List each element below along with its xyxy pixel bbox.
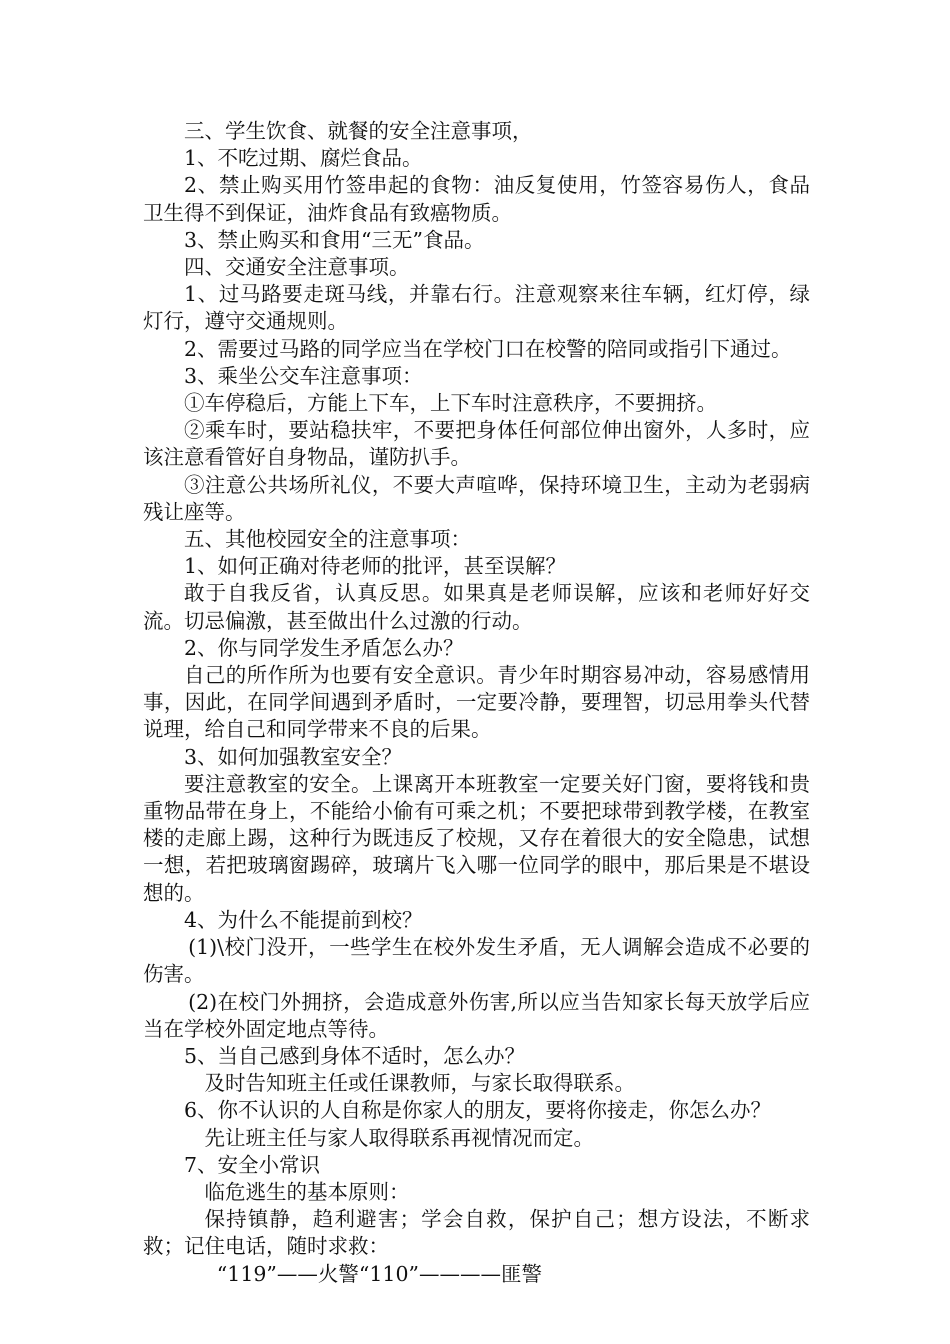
answer: 要注意教室的安全。上课离开本班教室一定要关好门窗，要将钱和贵重物品带在身上，不能给小偷有可乘之机；不要把球带到教学楼，在教室楼的走廊上踢，这种行为既违反了校规，又存在着很大的安全隐患，试想一想，若把玻璃窗踢碎，玻璃片飞入哪一位同学的眼中，那后果是不堪设想的。 (143, 771, 810, 905)
question: 5、当自己感到身体不适时，怎么办？ (184, 1043, 526, 1068)
answer: 先让班主任与家人取得联系再视情况而定。 (204, 1125, 594, 1150)
answer: (2)在校门外拥挤，会造成意外伤害,所以应当告知家长每天放学后应当在学校外固定地点等待。 (143, 989, 810, 1041)
question: 6、你不认识的人自称是你家人的朋友，要将你接走，你怎么办？ (184, 1098, 772, 1123)
question: 3、如何加强教室安全？ (184, 744, 403, 769)
paragraph: 1、过马路要走斑马线，并靠右行。注意观察来往车辆，红灯停，绿灯行，遵守交通规则。 (143, 282, 810, 334)
question: 1、如何正确对待老师的批评，甚至误解？ (184, 554, 567, 579)
paragraph: ③注意公共场所礼仪，不要大声喧哗，保持环境卫生，主动为老弱病残让座等。 (143, 472, 810, 524)
section-heading-campus: 五、其他校园安全的注意事项： (184, 527, 471, 552)
paragraph: 3、禁止购买和食用“三无”食品。 (184, 227, 485, 252)
answer: 敢于自我反省，认真反思。如果真是老师误解，应该和老师好好交流。切忌偏激，甚至做出什么过激的行动。 (143, 581, 810, 633)
answer: 自己的所作所为也要有安全意识。青少年时期容易冲动，容易感情用事，因此，在同学间遇到矛盾时，一定要冷静，要理智，切忌用拳头代替说理，给自己和同学带来不良的后果。 (143, 663, 810, 742)
paragraph: 2、禁止购买用竹签串起的食物：油反复使用，竹签容易伤人，食品卫生得不到保证，油炸食品有致癌物质。 (143, 173, 810, 225)
paragraph: 临危逃生的基本原则： (204, 1179, 410, 1204)
section-heading-diet: 三、学生饮食、就餐的安全注意事项， (184, 119, 533, 143)
section-heading-traffic: 四、交通安全注意事项。 (184, 255, 410, 280)
paragraph: 1、不吃过期、腐烂食品。 (184, 146, 423, 171)
emergency-numbers: “119”——火警“110”————匪警 (216, 1261, 542, 1286)
answer: 及时告知班主任或任课教师，与家长取得联系。 (204, 1071, 635, 1096)
paragraph: ①车停稳后，方能上下车，上下车时注意秩序，不要拥挤。 (184, 391, 717, 416)
question: 7、安全小常识 (184, 1152, 321, 1177)
paragraph: 3、乘坐公交车注意事项： (184, 363, 423, 388)
paragraph: 2、需要过马路的同学应当在学校门口在校警的陪同或指引下通过。 (184, 336, 792, 361)
answer: (1)\校门没开，一些学生在校外发生矛盾，无人调解会造成不必要的伤害。 (143, 935, 810, 987)
paragraph: ②乘车时，要站稳扶牢，不要把身体任何部位伸出窗外，人多时，应该注意看管好自身物品，谨防扒手。 (143, 418, 810, 470)
question: 2、你与同学发生矛盾怎么办？ (184, 635, 464, 660)
paragraph: 保持镇静，趋利避害；学会自救，保护自己；想方设法，不断求救；记住电话，随时求救： (143, 1207, 810, 1259)
question: 4、为什么不能提前到校？ (184, 907, 423, 932)
document-body (143, 118, 810, 1288)
